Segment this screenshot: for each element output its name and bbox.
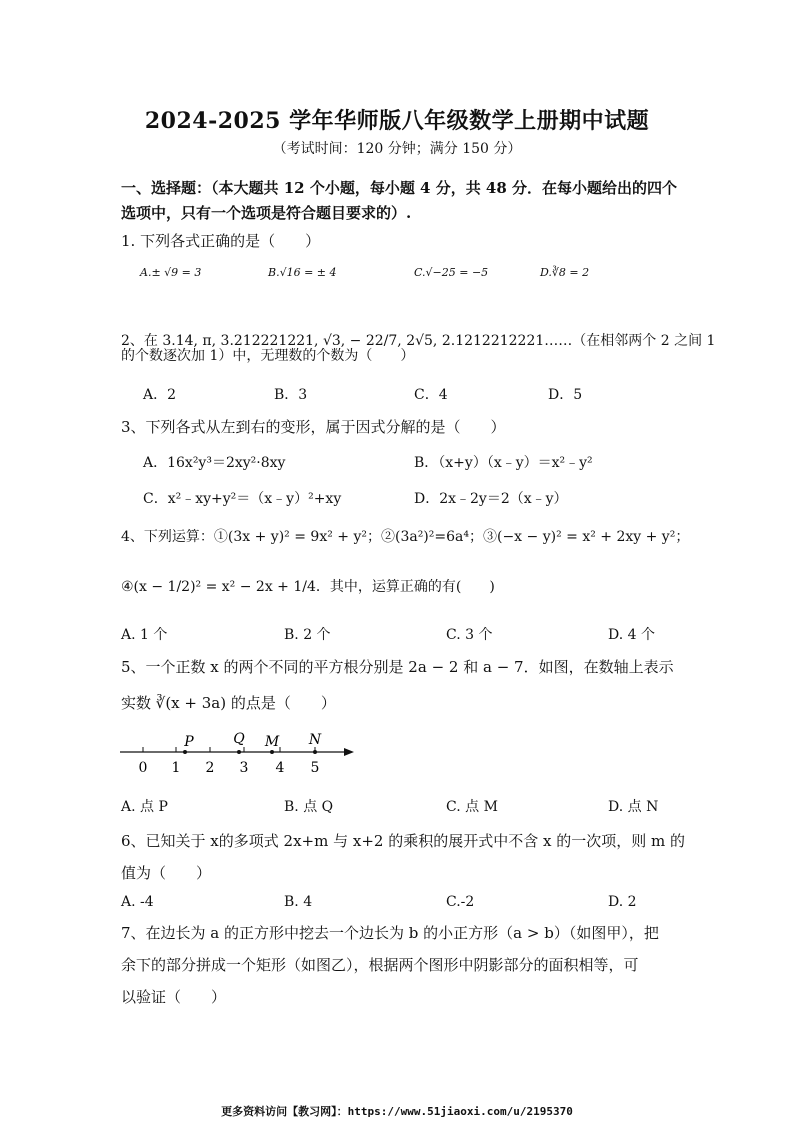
tick-label-5: 5	[310, 760, 320, 776]
number-line	[118, 728, 358, 776]
axis-arrow	[344, 748, 354, 756]
point-q-label: Q	[233, 731, 245, 747]
tick-label-2: 2	[205, 760, 215, 776]
q4-stem-line1: 4、下列运算：①(3x + y)² = 9x² + y²；②(3a²)²=6a⁴；③(−x − y)² = x² + 2xy + y²；	[121, 529, 690, 545]
q4-option-c: C. 3 个	[446, 627, 493, 643]
tick-label-3: 3	[239, 760, 249, 776]
q4-stem-line2: ④(x − 1/2)² = x² − 2x + 1/4．其中，运算正确的有( )	[121, 579, 495, 595]
q2-option-b: B．3	[274, 387, 308, 403]
q4-option-b: B. 2 个	[284, 627, 331, 643]
point-p-label: P	[184, 734, 194, 750]
q4-option-a: A. 1 个	[121, 627, 168, 643]
q7-stem-line3: 以验证（ ）	[121, 988, 227, 1006]
q1-option-b: B.√16 = ± 4	[268, 266, 337, 279]
q2-option-a: A．2	[143, 387, 177, 403]
q2-option-d: D．5	[548, 387, 583, 403]
point-n-dot	[313, 750, 317, 754]
exam-info: （考试时间：120 分钟；满分 150 分）	[272, 141, 522, 157]
q2-option-c: C．4	[414, 387, 448, 403]
q6-option-c: C.-2	[446, 894, 475, 910]
section-heading: 一、选择题：（本大题共 12 个小题，每小题 4 分，共 48 分．在每小题给出的四个选项中，只有一个选项是符合题目要求的）.	[121, 179, 678, 222]
q5-stem-line2: 实数 ∛(x + 3a) 的点是（ ）	[121, 694, 336, 712]
tick-label-0: 0	[138, 760, 148, 776]
q1-option-a: A.± √9 = 3	[140, 266, 202, 279]
q6-stem-line2: 值为（ ）	[121, 864, 212, 882]
q6-option-d: D. 2	[608, 894, 637, 910]
axis-ticks	[143, 747, 315, 752]
q3-stem: 3、下列各式从左到右的变形，属于因式分解的是（ ）	[121, 418, 506, 436]
q5-stem-line1: 5、一个正数 x 的两个不同的平方根分别是 2a − 2 和 a − 7．如图，在数轴上表示	[121, 658, 674, 676]
point-m-dot	[270, 750, 274, 754]
tick-label-1: 1	[171, 760, 181, 776]
q5-option-d: D. 点 N	[608, 799, 659, 815]
q5-option-b: B. 点 Q	[284, 799, 334, 815]
q5-option-a: A. 点 P	[121, 799, 168, 815]
point-n-label: N	[308, 732, 322, 748]
q1-stem: 1. 下列各式正确的是（ ）	[121, 232, 321, 250]
point-p-dot	[183, 750, 187, 754]
footer-link[interactable]: 更多资料访问【教习网】：https://www.51jiaoxi.com/u/2195370	[221, 1105, 573, 1118]
q2-stem-line2: 的个数逐次加 1）中，无理数的个数为（ ）	[121, 348, 415, 364]
point-q-dot	[237, 750, 241, 754]
q3-option-c: C．x²﹣xy+y²＝（x﹣y）²+xy	[143, 491, 342, 507]
q4-option-d: D. 4 个	[608, 627, 655, 643]
q3-option-a: A．16x²y³＝2xy²·8xy	[143, 455, 286, 471]
q6-stem-line1: 6、已知关于 x的多项式 2x+m 与 x+2 的乘积的展开式中不含 x 的一次项，则 m 的	[121, 832, 685, 850]
q3-option-b: B．（x+y）（x﹣y）＝x²﹣y²	[414, 455, 593, 471]
page-title: 2024-2025 学年华师版八年级数学上册期中试题	[144, 108, 650, 134]
q7-stem-line2: 余下的部分拼成一个矩形（如图乙），根据两个图形中阴影部分的面积相等，可	[121, 956, 639, 974]
q3-option-d: D．2x﹣2y＝2（x﹣y）	[414, 491, 568, 507]
q1-option-d: D.∛8 = 2	[540, 266, 590, 279]
tick-label-4: 4	[275, 760, 285, 776]
q2-stem-line1: 2、在 3.14, π, 3.212221221, √3, − 22/7, 2√5, 2.1212212221……（在相邻两个 2 之间 1	[121, 333, 716, 349]
point-m-label: M	[264, 734, 280, 750]
q1-option-c: C.√−25 = −5	[414, 266, 489, 279]
q7-stem-line1: 7、在边长为 a 的正方形中挖去一个边长为 b 的小正方形（a > b）（如图甲），把	[121, 924, 659, 942]
q5-option-c: C. 点 M	[446, 799, 498, 815]
q6-option-a: A. -4	[121, 894, 154, 910]
q6-option-b: B. 4	[284, 894, 313, 910]
